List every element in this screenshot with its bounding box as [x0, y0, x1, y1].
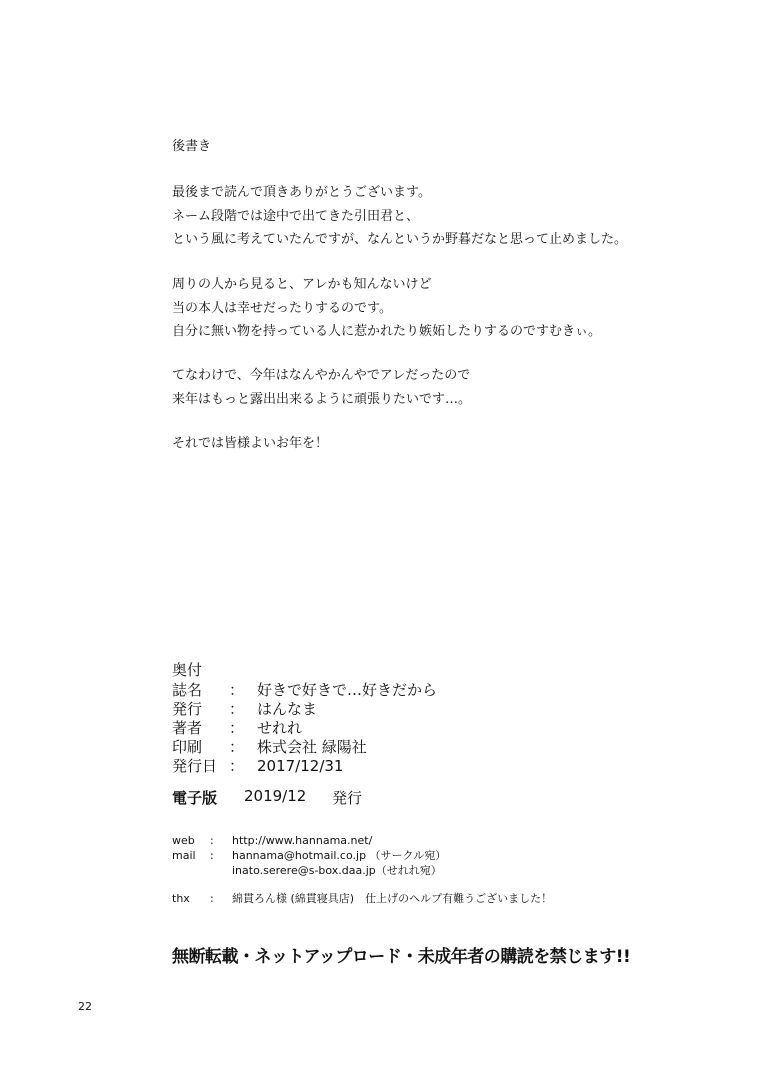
row-separator: ： [229, 700, 245, 718]
afterword-paragraph-2 [172, 273, 601, 344]
digital-edition-suffix: 発行 [332, 789, 363, 807]
text-line: 最後まで読んで頂きありがとうございます。 [172, 185, 431, 200]
row-value: はんなま [257, 700, 318, 718]
row-label: 誌名 [172, 681, 203, 699]
afterword-paragraph-3 [172, 364, 471, 411]
row-label: 著者 [172, 719, 203, 737]
row-value: 2017/12/31 [257, 757, 344, 775]
row-value: 好きで好きで…好きだから [257, 681, 438, 699]
mail-address-2[interactable]: inato.serere@s-box.daa.jp（せれれ宛） [232, 864, 442, 877]
colophon-row-date [172, 757, 472, 775]
digital-edition-label: 電子版 [172, 789, 218, 807]
mail-address-1[interactable]: hannama@hotmail.co.jp （サークル宛） [232, 849, 447, 862]
afterword-paragraph-1 [172, 181, 627, 252]
row-separator: ： [229, 757, 245, 775]
page-number: 22 [78, 1000, 92, 1013]
afterword-paragraph-4 [172, 432, 328, 456]
text-line: という風に考えていたんですが、なんというか野暮だなと思って止めました。 [172, 232, 628, 247]
text-line: 周りの人から見ると、アレかも知んないけど [172, 277, 432, 292]
digital-edition-date: 2019/12 [244, 787, 307, 805]
row-label: 発行 [172, 700, 203, 718]
web-label: web [172, 834, 195, 847]
text-line: 来年はもっと露出出来るように頑張りたいです…。 [172, 391, 472, 407]
mail-separator: : [210, 849, 214, 862]
colophon-row-publisher [172, 700, 472, 718]
text-line: ネーム段階では途中で出てきた引田君と、 [172, 208, 420, 224]
web-row [172, 834, 552, 848]
thx-label: thx [172, 892, 190, 905]
thx-row [172, 892, 592, 906]
afterword-title: 後書き [172, 139, 212, 154]
colophon-row-title [172, 681, 472, 699]
copyright-warning: 無断転載・ネットアップロード・未成年者の購読を禁じます!! [172, 947, 631, 967]
row-separator: ： [229, 681, 245, 699]
row-label: 発行日 [172, 757, 218, 775]
web-url-link[interactable]: http://www.hannama.net/ [232, 834, 373, 847]
thx-text: 綿貫ろん様 (綿貫寝具店) 仕上げのヘルプ有難うございました！ [232, 892, 553, 905]
colophon-row-author [172, 719, 472, 737]
thx-separator: : [210, 892, 214, 905]
row-value: せれれ [257, 719, 303, 737]
text-line: 当の本人は幸せだったりするのです。 [172, 300, 392, 316]
colophon-title: 奥付 [172, 661, 203, 679]
colophon-table [172, 681, 472, 776]
row-label: 印刷 [172, 738, 203, 756]
text-line: それでは皆様よいお年を！ [172, 436, 329, 451]
row-separator: ： [229, 738, 245, 756]
row-separator: ： [229, 719, 245, 737]
mail-row [172, 849, 552, 863]
text-line: 自分に無い物を持っている人に惹かれたり嫉妬したりするのですむきぃ。 [172, 324, 602, 339]
colophon-row-printer [172, 738, 472, 756]
mail-label: mail [172, 849, 196, 862]
web-separator: : [210, 834, 214, 847]
text-line: てなわけで、今年はなんやかんやでアレだったので [172, 368, 471, 383]
row-value: 株式会社 緑陽社 [257, 738, 367, 756]
